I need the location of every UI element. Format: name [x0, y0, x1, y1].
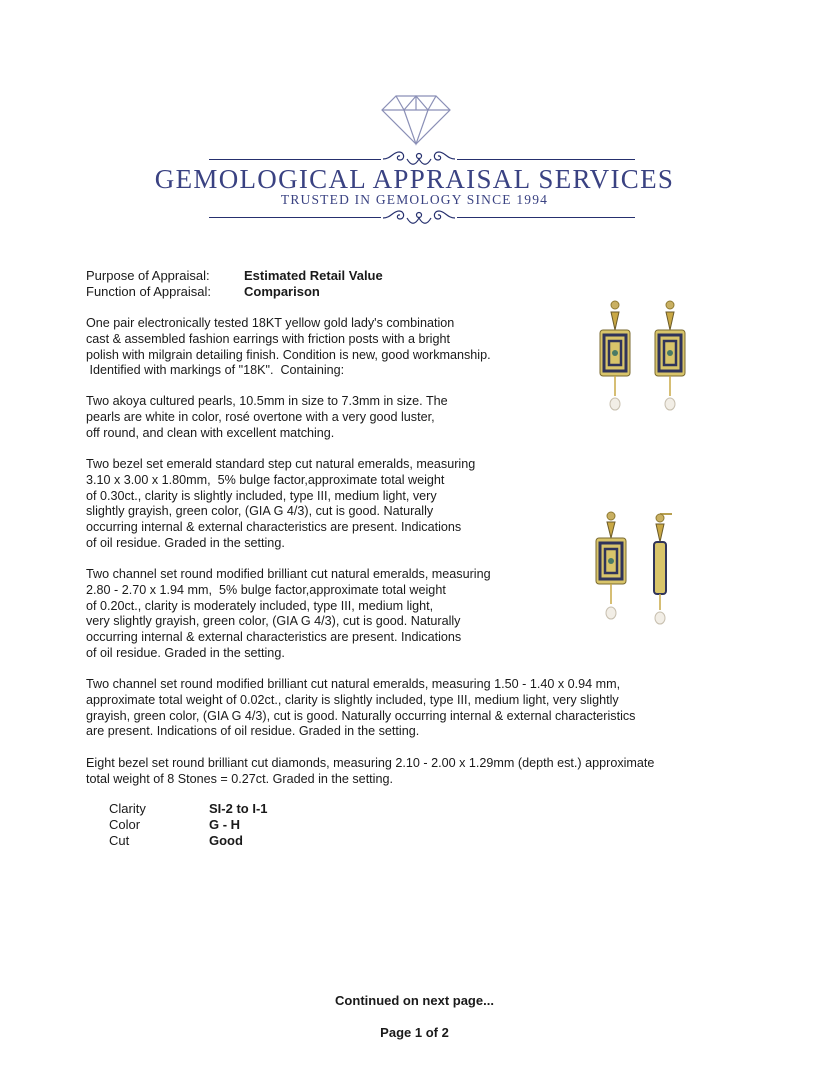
earring-right: [655, 301, 685, 410]
continued-note: Continued on next page...: [335, 993, 494, 1008]
page-number: Page 1 of 2: [380, 1025, 449, 1040]
purpose-value: Estimated Retail Value: [244, 268, 383, 283]
letterhead-rule-bottom: [457, 217, 635, 218]
letterhead-rule-top: [209, 159, 381, 160]
appraisal-function-row: [86, 284, 486, 300]
emerald-step-cut-description: Two bezel set emerald standard step cut natural emeralds, measuring 3.10 x 3.00 x 1.80mm, 5% bulge factor,approximate total weight of 0.30ct., clarity is slightly included, type III, medium light, very slightly grayish, green color, (GIA G 4/3), cut is good. Naturally occurring internal & external characteristics are present. Indications of oil residue. Graded in the setting.: [86, 457, 476, 550]
function-value: Comparison: [244, 284, 320, 299]
grade-value: G - H: [209, 817, 241, 832]
scroll-ornament-icon: [381, 207, 457, 229]
diamond-description: Eight bezel set round brilliant cut diamonds, measuring 2.10 - 2.00 x 1.29mm (depth est.) approximate total weight of 8 Stones = 0.27ct. Graded in the setting.: [86, 756, 655, 786]
earring-profile-view: [654, 514, 672, 624]
diamond-logo-icon: [380, 94, 452, 146]
letterhead-rule-top: [457, 159, 635, 160]
grade-label: Color: [109, 817, 141, 832]
earrings-front-photo: [588, 296, 700, 428]
grade-label: Clarity: [109, 801, 146, 816]
grade-value: Good: [209, 833, 243, 848]
item-description: One pair electronically tested 18KT yellow gold lady's combination cast & assembled fashion earrings with friction posts with a bright polish with milgrain detailing finish. Condition is new, good workmanship. Identified with markings of "18K". Containing:: [86, 316, 491, 378]
earring-left: [600, 301, 630, 410]
company-name: GEMOLOGICAL APPRAISAL SERVICES: [154, 164, 675, 194]
earring-front-view: [596, 512, 626, 619]
grade-label: Cut: [109, 833, 130, 848]
grade-value: SI-2 to I-1: [209, 801, 268, 816]
appraisal-purpose-row: [86, 268, 486, 284]
earrings-side-photo: [588, 508, 700, 634]
emerald-small-description: Two channel set round modified brilliant cut natural emeralds, measuring 1.50 - 1.40 x 0.94 mm, approximate total weight of 0.02ct., clarity is slightly included, type III, medium light, very slightly grayish, green color, (GIA G 4/3), cut is good. Naturally occurring internal & external characteristics are present. Indications of oil residue. Graded in the setting.: [86, 677, 636, 739]
purpose-label: Purpose of Appraisal:: [86, 268, 210, 283]
emerald-brilliant-description: Two channel set round modified brilliant cut natural emeralds, measuring 2.80 - 2.70 x 1.94 mm, 5% bulge factor,approximate total weight of 0.20ct., clarity is moderately included, type III, medium light, very slightly grayish, green color, (GIA G 4/3), cut is good. Naturally occurring internal & external characteristics are present. Indications of oil residue. Graded in the setting.: [86, 567, 491, 660]
function-label: Function of Appraisal:: [86, 284, 212, 299]
letterhead-rule-bottom: [209, 217, 381, 218]
pearl-description: Two akoya cultured pearls, 10.5mm in size to 7.3mm in size. The pearls are white in color, rosé overtone with a very good luster, off round, and clean with excellent matching.: [86, 394, 448, 440]
company-tagline: TRUSTED IN GEMOLOGY SINCE 1994: [280, 192, 549, 207]
